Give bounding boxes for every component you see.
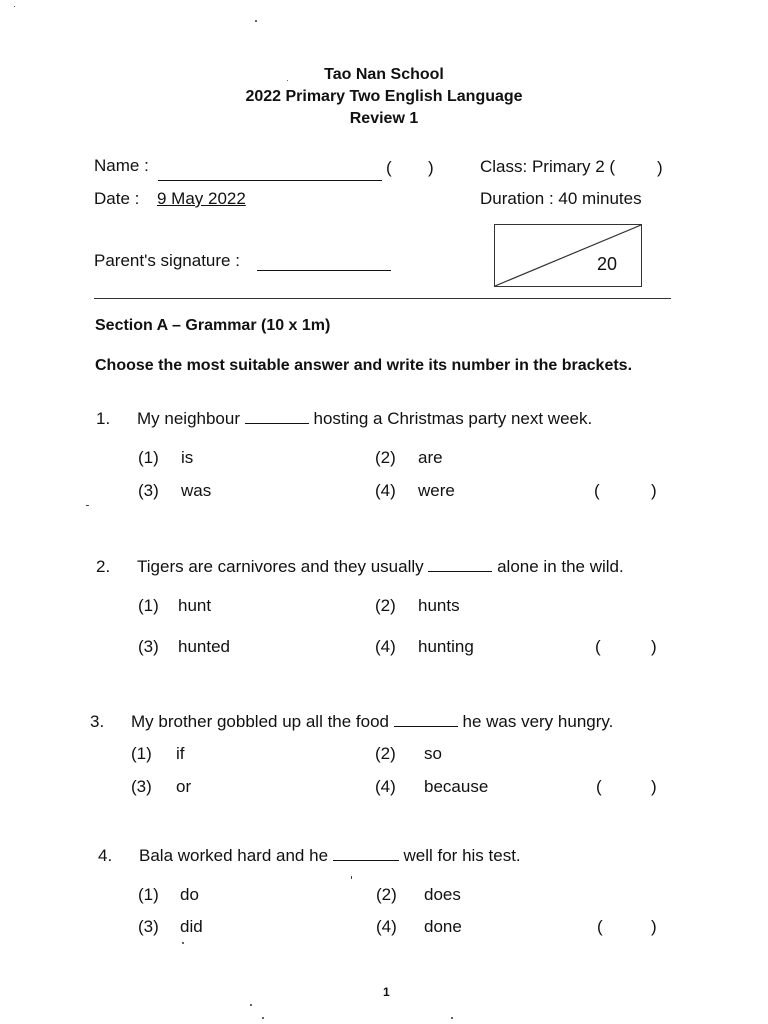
answer-blank [333,860,399,861]
date-label: Date : [94,189,140,208]
option-number: (2) [375,744,396,763]
scan-speck [255,20,257,22]
index-bracket-open: ( [386,158,392,177]
option-number: (4) [375,777,396,796]
page-number: 1 [383,985,390,999]
option-text: hunted [178,637,230,656]
stem-before: Tigers are carnivores and they usually [137,557,424,576]
option-text: did [180,917,203,936]
stem-after: alone in the wild. [497,557,624,576]
question-number: 1. [96,409,111,428]
option-text: or [176,777,192,796]
scan-speck [351,876,352,879]
question-stem [131,712,613,732]
name-field[interactable] [158,162,382,181]
answer-bracket-open[interactable]: ( [596,777,602,796]
stem-before: My neighbour [137,409,241,428]
option-text: are [418,448,443,467]
answer-bracket-open[interactable]: ( [597,917,603,936]
section-title: Section A – Grammar (10 x 1m) [95,317,331,334]
option-text: done [424,917,462,936]
scan-speck [250,1004,252,1006]
stem-before: Bala worked hard and he [139,846,329,865]
option-text: because [424,777,489,796]
scan-speck [262,1017,264,1019]
option-number: (2) [375,596,396,615]
scan-speck [14,6,15,7]
option-number: (1) [138,885,159,904]
option-text: were [418,481,455,500]
stem-after: hosting a Christmas party next week. [313,409,593,428]
answer-blank [245,423,309,424]
scan-speck [287,80,288,81]
option-text: hunts [418,596,460,615]
question-stem [137,409,592,429]
option-number: (3) [138,481,159,500]
score-box-diagonal [495,225,641,286]
option-number: (4) [375,481,396,500]
question-stem [139,846,521,866]
name-label: Name : [94,156,149,175]
option-number: (3) [131,777,152,796]
date-value: 9 May 2022 [157,189,246,208]
scan-speck [451,1017,453,1019]
stem-before: My brother gobbled up all the food [131,712,390,731]
option-number: (1) [131,744,152,763]
option-number: (3) [138,917,159,936]
class-bracket-close: ) [657,158,663,177]
index-bracket-close: ) [428,158,434,177]
answer-blank [428,571,492,572]
header-divider [94,298,671,299]
answer-bracket-open[interactable]: ( [594,481,600,500]
class-label: Class: Primary 2 ( [480,157,616,176]
option-text: so [424,744,442,763]
answer-bracket-close[interactable]: ) [651,481,657,500]
score-box [494,224,642,287]
school-name: Tao Nan School [324,66,444,83]
option-number: (2) [376,885,397,904]
signature-label: Parent's signature : [94,251,240,270]
option-number: (1) [138,596,159,615]
option-number: (1) [138,448,159,467]
score-total: 20 [597,254,618,274]
answer-bracket-open[interactable]: ( [595,637,601,656]
question-number: 3. [90,712,105,731]
answer-bracket-close[interactable]: ) [651,917,657,936]
scan-speck [86,505,89,506]
section-instruction: Choose the most suitable answer and write its number in the brackets. [95,357,633,374]
option-number: (4) [376,917,397,936]
option-text: does [424,885,461,904]
scan-speck [182,942,184,944]
option-number: (4) [375,637,396,656]
question-number: 2. [96,557,111,576]
option-text: is [181,448,194,467]
answer-bracket-close[interactable]: ) [651,637,657,656]
question-number: 4. [98,846,113,865]
signature-field[interactable] [257,256,391,271]
stem-after: he was very hungry. [462,712,614,731]
option-text: if [176,744,185,763]
option-text: hunt [178,596,212,615]
option-number: (3) [138,637,159,656]
review-title: Review 1 [349,110,419,127]
option-text: hunting [418,637,474,656]
answer-bracket-close[interactable]: ) [651,777,657,796]
option-text: do [180,885,199,904]
option-text: was [181,481,212,500]
answer-blank [394,726,458,727]
duration: Duration : 40 minutes [480,189,642,208]
option-number: (2) [375,448,396,467]
question-stem [137,557,624,577]
exam-title: 2022 Primary Two English Language [245,88,523,105]
stem-after: well for his test. [403,846,521,865]
